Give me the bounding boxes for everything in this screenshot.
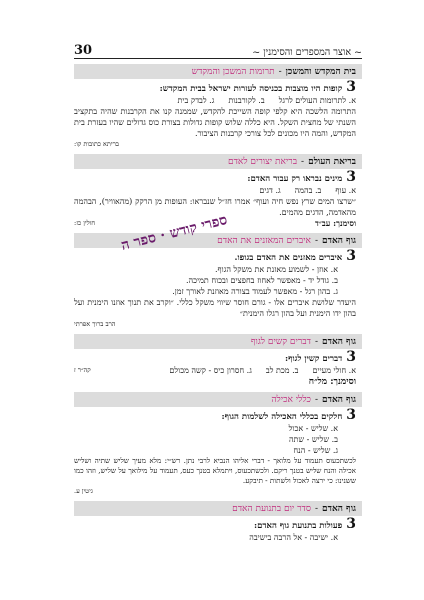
section-band: בריאת העולם - בריאת יצורים לאדם [74, 154, 362, 169]
item-list [74, 95, 356, 106]
section-temple-donations [74, 64, 362, 154]
mnemonic: וסימנך: עב״ד [315, 218, 356, 228]
item-list [169, 365, 356, 376]
count-number: 3 [346, 79, 356, 95]
source-citation: חולין כז: [74, 219, 96, 227]
list-item: ב. בהמה [294, 186, 322, 195]
list-item: ג. שליש - הנח [293, 446, 338, 455]
mnemonic: וסימנך: מל״ח [308, 377, 356, 387]
explanation-text: לכשתכעוס תעמוד על מלואך - דברי אליהו הנביא לרבי נתן. רש״י: מלא מעיך שליש שתיה ושליש אכילה והנח שליש בטנך ריקם. ולכשתכעוס, ויתמלא בטנך כעס, תעמוד על מילואך על שליש, וזהו כמו ששנינו: כי ירצה לאכול ולשתות - תיבקע. [74, 456, 356, 485]
section-balancing-organs [74, 233, 362, 334]
band-subtitle: כללי אכילה [271, 395, 311, 405]
list-item: ב. גודל יד - מאפשר לאחוז בחפצים ובכוח תמיכה. [186, 276, 338, 285]
band-title: גוף האדם [322, 395, 356, 405]
source-citation: בריתא כתובות קו: [74, 140, 119, 148]
source-citation: קה״ר ז [74, 366, 91, 374]
count-number: 3 [346, 169, 356, 185]
section-band: גוף האדם - כללי אכילה [74, 392, 362, 407]
item-list [74, 185, 356, 196]
page-header [74, 40, 362, 59]
count-number: 3 [346, 248, 356, 264]
count-number: 3 [346, 516, 356, 532]
question-line [74, 79, 356, 95]
band-title: גוף האדם [322, 504, 356, 514]
section-eating-rules [74, 392, 362, 501]
question-text: דברים קשין לגוף: [284, 354, 343, 364]
band-title: גוף האדם [322, 337, 356, 347]
list-item: א. חולי מעיים [312, 366, 356, 375]
section-band: גוף האדם - סדר יום בתנועת האדם [74, 501, 362, 516]
question-line [74, 407, 356, 423]
section-body [74, 349, 362, 392]
explanation-text: התרומה הלשכה היא קלפי קופה השייכת להקדש, שממנה קנו את הקרבנות שהיה בתקציב השנתי של מחצית השקל. היא כללה שלוש קופות גדולות בצורת כוס גדולים שהיו בעזרת בית המקדש, והמה היו מכונים לכל צורכי קרבנות הציבור. [74, 107, 356, 138]
list-item: ב. לקורבנות [228, 96, 265, 105]
band-title: בית המקדש והמשכן [285, 67, 356, 77]
list-item: ב. מכת לב [265, 366, 299, 375]
list-item: א. ישיבה - אל הרבה בישיבה [249, 533, 338, 542]
question-text: קופות היו מוצבות בכניסה לעזרות ישראל בבית המקדש: [159, 84, 343, 94]
list-item: א. לתרומות העולים לרגל [278, 96, 356, 105]
band-subtitle: בריאת יצורים לאדם [227, 157, 298, 167]
question-line [74, 349, 356, 365]
band-subtitle: סדר יום בתנועת האדם [232, 504, 311, 514]
band-subtitle: דברים קשים לגוף [250, 337, 311, 347]
section-body [74, 516, 362, 547]
band-title: גוף האדם [322, 236, 356, 246]
question-line [74, 516, 356, 532]
band-subtitle: תרומות המשכן והמקדש [191, 67, 275, 77]
section-body [74, 407, 362, 501]
question-text: פעולות בתנועת גוף האדם: [253, 521, 343, 531]
count-number: 3 [346, 407, 356, 423]
running-title: ~ אוצר המספרים והסימנין ~ [252, 47, 362, 58]
list-item: ב. שליש - שתה [288, 435, 338, 444]
section-band: בית המקדש והמשכן - תרומות המשכן והמקדש [74, 64, 362, 79]
band-title: בריאת העולם [308, 157, 356, 167]
explanation-text: ״שרצו המים שרץ נפש חיה ועוף״ אמרו חז״ל שנבראו: העופות מן הרקק (מהאוויר), הבהמה מהאדמה, הדגים מהמים. [74, 197, 356, 217]
question-text: חלקים בכללי האכילה לשלמות הגוף: [221, 412, 343, 422]
explanation-text: היעדר שלושת איברים אלו - גורם חוסר שיווי משקל כללי. ״וקרב את תנוך אוזנו הימנית ועל בהון ידו הימנית ועל בהון רגלו הימנית״ [74, 298, 356, 318]
question-text: איברים מאזנים את האדם בגופו. [234, 253, 343, 263]
page-content [74, 64, 362, 547]
section-daily-movement [74, 501, 362, 547]
page-number: 30 [74, 43, 93, 58]
list-item: א. אוזן - לשמוע מאזנת את משקל הגוף. [214, 265, 338, 274]
list-item: ג. חסרון כיס - קשה מכולם [169, 366, 252, 375]
list-item: ג. בהון רגל - מאפשר לעמוד בצורה מאוזנת לאורך זמן. [172, 287, 338, 296]
question-line [74, 248, 356, 264]
list-item: א. שליש - אכול [288, 424, 338, 433]
list-item: ג. לבדק בית [177, 96, 215, 105]
section-band: גוף האדם - דברים קשים לגוף [74, 334, 362, 349]
list-item: ג. דגים [259, 186, 281, 195]
question-line [74, 169, 356, 185]
source-citation: הרב ברוך אפרתי [74, 320, 116, 328]
question-text: מינים נבראו רק עבור האדם: [247, 174, 343, 184]
band-subtitle: איברים המאזנים את האדם [217, 236, 311, 246]
source-citation: גיטין ע. [74, 487, 93, 495]
section-body [74, 79, 362, 154]
list-item: א. עוף [335, 186, 356, 195]
section-body [74, 248, 362, 334]
count-number: 3 [346, 349, 356, 365]
section-band: גוף האדם - איברים המאזנים את האדם [74, 233, 362, 248]
section-hard-things [74, 334, 362, 392]
stamp-watermark: ספרי קודש · ספר ה [119, 212, 229, 254]
